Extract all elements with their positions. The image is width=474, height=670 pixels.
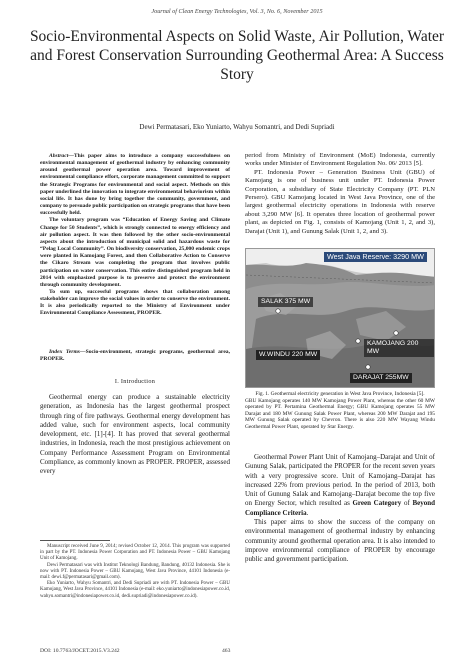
sentence-end: . xyxy=(306,508,309,517)
caption-title: Fig. 1. Geothermal electricity generation in West Java Province, Indonesia [5]. xyxy=(255,391,425,397)
right-column-bottom xyxy=(245,453,435,565)
right-paragraph-1: PT. Indonesia Power – Generation Business Unit (GBU) of Kamojang is one of business unit under PT. Indonesia Power Corporation, a subsidiary of State Electricity Company (PT. PLN Persero). GBU Kamojang located in West Java Province, one of the largest geothermal electricity operations in Indonesia with reserve about 3,290 MW [6]. It operates three location of geothermal power plant, as depicted on Fig. 1, consists of Kamojang (Unit 1, 2, and 3), Darajat (Unit 1), and Gunung Salak (Unit 1, 2, and 3). xyxy=(245,168,435,235)
beyond-compliance: Beyond Compliance Criteria xyxy=(245,499,435,517)
label-darajat: DARAJAT 255MW xyxy=(350,373,412,383)
introduction-body xyxy=(40,393,230,477)
paper-authors: Dewi Permatasari, Eko Yuniarto, Wahyu Somantri, and Dedi Supriadi xyxy=(139,123,335,131)
figure-1-map xyxy=(245,248,435,388)
index-terms-lead: Index Terms xyxy=(49,349,80,355)
introduction-paragraph: Geothermal energy can produce a sustainable electricity generation, as Indonesia has the largest geothermal prospect through ring of fire pathways. Geothermal energy development has added value, such for environment aspects, local community development, etc. [1]-[4]. It has proved that several geothermal industries, in Indonesia, reach the most prestigious achievement on Company Performance Assessment Program on Environmental Compliance, as commonly known as PROPER. PROPER, assessed every xyxy=(40,393,230,476)
map-graphic xyxy=(246,249,435,388)
label-wayang-windu: W.WINDU 220 MW xyxy=(256,350,320,360)
label-west-java-reserve: West Java Reserve: 3290 MW xyxy=(324,252,427,262)
right-paragraph-2 xyxy=(245,453,435,518)
index-terms xyxy=(40,349,230,363)
footnote-author-1: Dewi Permatasari was with Institut Teknologi Bandung, Bandung, 40132 Indonesia. She is now with PT. Indonesia Power – GBU Kamojang, West Java Province, 44101 Indonesia (e-mail: dewi.f@permatasari@gmail.com). xyxy=(40,562,230,581)
proper-text: Geothermal Power Plant Unit of Kamojang–Darajat and Unit of Gunung Salak, participated the PROPER for the recent seven years with a very progressive score. Unit of Kamojang–Darajat has increased 22% from previous period. In the period of 2013, both Unit of Gunung Salak and Kamojang–Darajat become the top five on Energy Sector, which resulted as xyxy=(245,453,435,508)
connector-of: of xyxy=(401,499,413,508)
abstract-paragraph-1 xyxy=(40,153,230,217)
paper-title: Socio-Environmental Aspects on Solid Waste, Air Pollution, Water and Forest Conservation Surrounding Geothermal Area: A Success Story xyxy=(29,28,445,83)
doi: DOI: 10.7763/JOCET.2015.V3.242 xyxy=(40,648,120,654)
right-column-top xyxy=(245,152,435,236)
abstract-paragraph-3: To sum up, successful programs shows that collaboration among stakeholder can improve the social values in order to conserve the environment. It is also periodically reported to the Ministry of Environment under Environmental Compliance Assessment, PROPER. xyxy=(40,288,230,317)
footnote-authors-2: Eko Yuniarto, Wahyu Somantri, and Dedi Supriadi are with PT. Indonesia Power – GBU Kamojang, West Java Province, 44101 Indonesia (e-mail: eko.yuniarto@indonesiapower.co.id, wahyu.somantri@indonesiapower.co.id, dedi.supriadi@indonesiapower.co.id). xyxy=(40,581,230,599)
footnote-rule xyxy=(40,540,110,541)
journal-header: Journal of Clean Energy Technologies, Vol. 3, No. 6, November 2015 xyxy=(151,8,323,15)
right-paragraph-3: This paper aims to show the success of the company on environmental management of geothermal industry by enhancing community around geothermal operation area. It is also intended to improve environmental compliance of PROPER by encourage public and government participation. xyxy=(245,518,435,564)
abstract-paragraph-2: The voluntary program was “Education of Energy Saving and Climate Change for 50 Students”, which is strongly connected to energy efficiency and air pollution aspect. It was then followed by the other socio-environmental aspects about the introduction of municipal solid and hazardous waste for “Pelag Local Community”. On biodiversity conservation, 25,000 endemic crops were planted in Kamojang Forest, and then Collaborative Action to Conserve the Cikaro Stream was completing the program that involves public participation on water conservation. This entire distinguished program held in 2014 with emphasized purpose is to preserve and protect the environment through community development. xyxy=(40,217,230,288)
footnotes xyxy=(40,544,230,600)
green-category: Green Category xyxy=(352,499,402,508)
abstract xyxy=(40,153,230,318)
index-terms-text: —Socio-environment, strategic programs, geothermal area, PROPER. xyxy=(40,349,230,363)
label-salak: SALAK 375 MW xyxy=(258,297,313,307)
label-kamojang: KAMOJANG 200 MW xyxy=(364,339,434,357)
caption-body: GBU Kamojang operates 140 MW Kamojang Power Plant, whereas the other 60 MW operated by PT. Pertamina Geothermal Energy; GBU Kamojang operates 55 MW Darajat and 180 MW Gunung Salak Power Plant, whereas 200 MW Darajat and 195 MW Gunung Salak operated by Chevron. There is also 220 MW Wayang Windu Geothermal Power Plant, operated by Star Energy. xyxy=(245,397,435,430)
section-heading-introduction: I. Introduction xyxy=(114,378,156,385)
page-number: 463 xyxy=(222,648,231,654)
right-paragraph-0: period from Ministry of Environment (MoE) Indonesia, currently works under Minister of Environment Regulation No. 06/ 2013 [5]. xyxy=(245,152,435,168)
figure-caption xyxy=(245,391,435,431)
abstract-text-1: This paper aims to introduce a company successfulness on environmental management of geothermal industry by enhancing community around geothermal power operation area. Toward improvement of environmental compliance effort, corporate management committed to support the Strategic Programs for environmental and social aspect. Methods on this paper underlined the innovation to integrate environmental behaviorism within social life. It has done by bring together the community, government, and company to persuade public participation on strategic programs that have been successfully held. xyxy=(40,153,230,217)
footnote-manuscript: Manuscript received June 9, 2014; revised October 12, 2014. This program was supported in part by the PT. Indonesia Power Corporation and PT. Indonesia Power – GBU Kamojang Unit of Kamojang. xyxy=(40,544,230,562)
abstract-lead: Abstract— xyxy=(49,153,74,159)
